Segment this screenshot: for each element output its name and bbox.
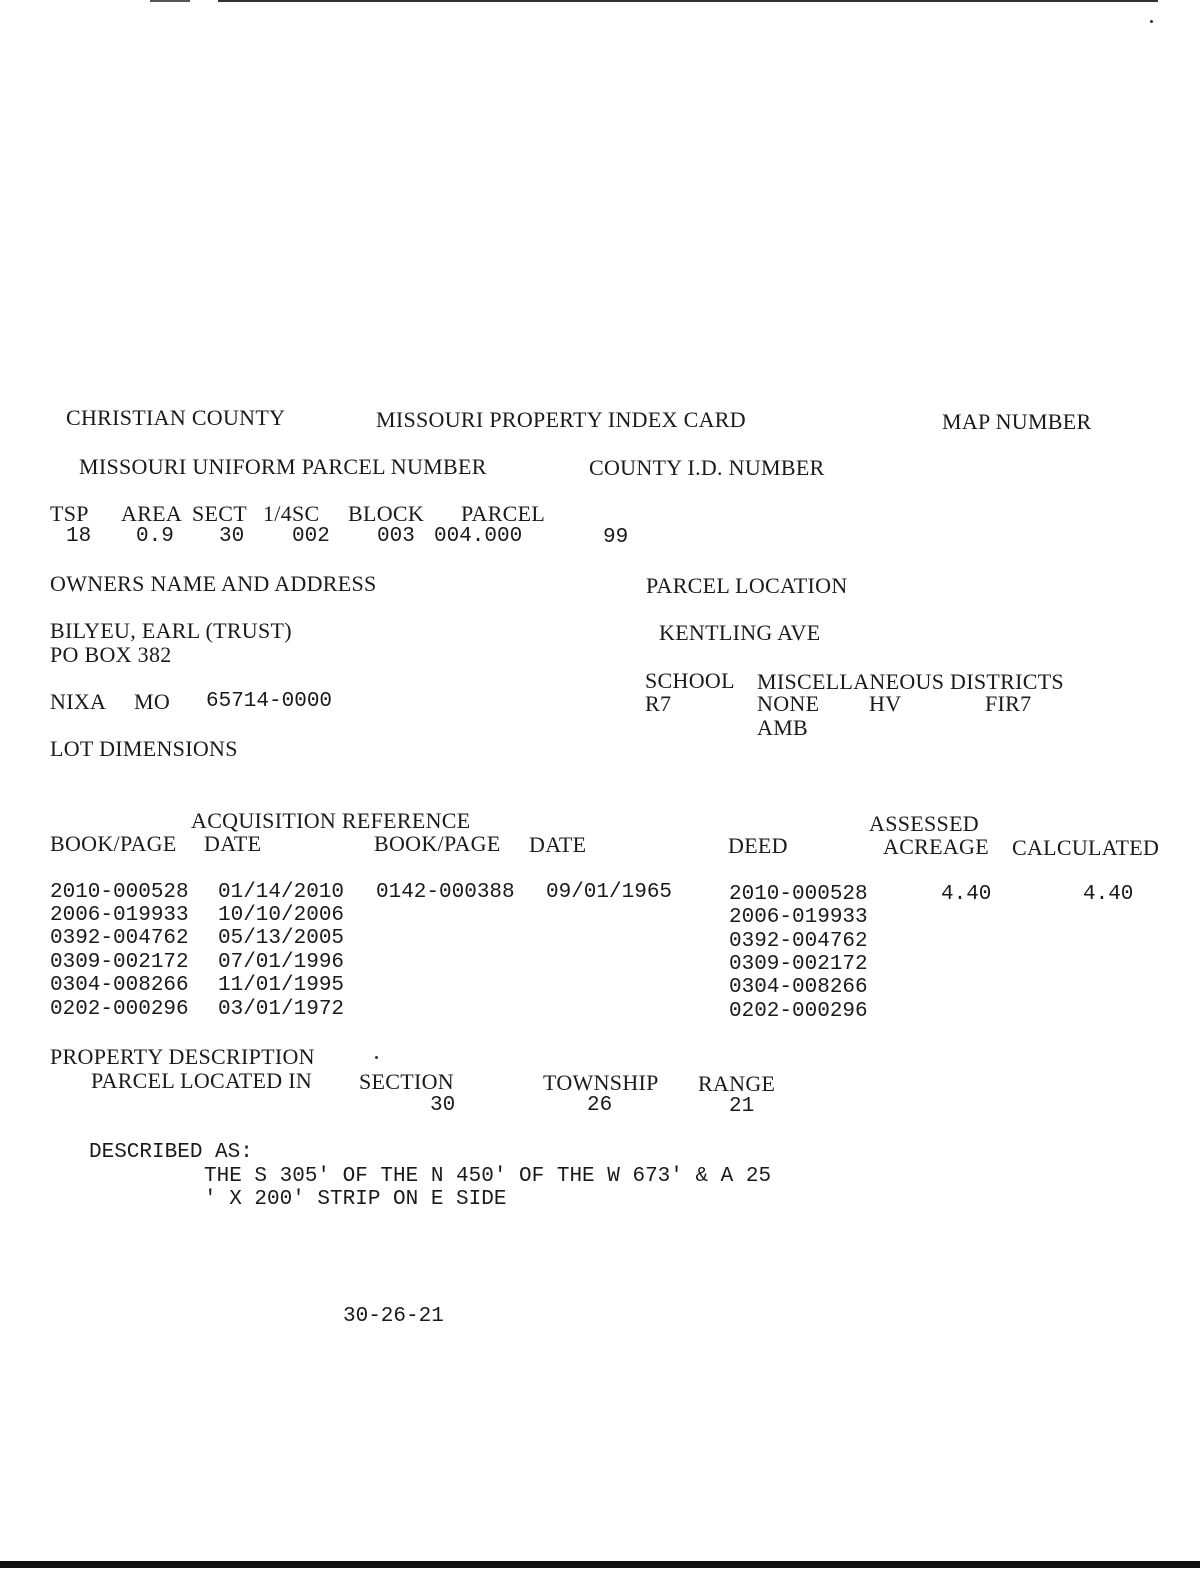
row-date: 07/01/1996 xyxy=(218,951,345,974)
section-value: 30 xyxy=(430,1094,456,1117)
col-book-page: BOOK/PAGE xyxy=(50,831,177,856)
legal-description-line: THE S 305' OF THE N 450' OF THE W 673' & A 25 xyxy=(204,1165,772,1188)
row-acreage: 4.40 xyxy=(941,883,992,906)
parcel-value: 004.000 xyxy=(434,525,523,548)
owner-label: OWNERS NAME AND ADDRESS xyxy=(50,571,377,596)
card-title: MISSOURI PROPERTY INDEX CARD xyxy=(376,407,746,432)
map-number-label: MAP NUMBER xyxy=(942,409,1092,434)
area-value: 0.9 xyxy=(136,525,174,548)
row-deed: 0202-000296 xyxy=(729,1000,868,1023)
col-acreage: ACREAGE xyxy=(883,834,989,859)
county-id-value: 99 xyxy=(603,526,629,549)
school-value: R7 xyxy=(645,691,672,716)
misc-district: NONE xyxy=(757,691,820,716)
misc-districts-label: MISCELLANEOUS DISTRICTS xyxy=(757,669,1064,694)
col-ref-book-page: BOOK/PAGE xyxy=(374,831,501,856)
township-value: 26 xyxy=(587,1094,613,1117)
parcel-location-label: PARCEL LOCATION xyxy=(646,573,848,598)
col-date: DATE xyxy=(204,831,262,856)
parcel-header: PARCEL xyxy=(461,501,546,526)
range-value: 21 xyxy=(729,1095,755,1118)
row-book-page: 0309-002172 xyxy=(50,951,189,974)
col-deed: DEED xyxy=(728,833,788,858)
parcel-located-in-label: PARCEL LOCATED IN xyxy=(91,1068,313,1093)
row-date: 05/13/2005 xyxy=(218,927,345,950)
school-label: SCHOOL xyxy=(645,668,735,693)
row-ref-date: 09/01/1965 xyxy=(546,881,673,904)
county-title: CHRISTIAN COUNTY xyxy=(66,405,286,430)
assessed-label: ASSESSED xyxy=(869,811,979,836)
area-header: AREA xyxy=(121,501,183,526)
tsp-value: 18 xyxy=(66,525,92,548)
row-date: 03/01/1972 xyxy=(218,998,345,1021)
quarter-section-value: 002 xyxy=(292,525,330,548)
row-deed: 0309-002172 xyxy=(729,953,868,976)
misc-district: AMB xyxy=(757,715,809,740)
row-deed: 0304-008266 xyxy=(729,976,868,999)
scan-edge-mark xyxy=(150,0,190,2)
described-as-label: DESCRIBED AS: xyxy=(89,1141,253,1164)
row-deed: 2010-000528 xyxy=(729,883,868,906)
block-value: 003 xyxy=(377,525,415,548)
scan-top-rule xyxy=(218,0,1158,2)
col-calculated: CALCULATED xyxy=(1012,835,1160,860)
block-header: BLOCK xyxy=(348,501,425,526)
scan-speck xyxy=(375,1056,378,1059)
misc-district: FIR7 xyxy=(985,691,1032,716)
scan-bottom-edge xyxy=(0,1561,1200,1568)
acquisition-reference-label: ACQUISITION REFERENCE xyxy=(191,808,471,833)
row-deed: 0392-004762 xyxy=(729,930,868,953)
row-book-page: 0304-008266 xyxy=(50,974,189,997)
row-date: 11/01/1995 xyxy=(218,974,345,997)
sect-value: 30 xyxy=(219,525,245,548)
owner-address: PO BOX 382 xyxy=(50,642,172,667)
range-label: RANGE xyxy=(698,1071,776,1096)
legal-description-line: ' X 200' STRIP ON E SIDE xyxy=(204,1188,507,1211)
property-description-label: PROPERTY DESCRIPTION xyxy=(50,1044,315,1069)
section-township-range-code: 30-26-21 xyxy=(343,1305,444,1328)
county-id-label: COUNTY I.D. NUMBER xyxy=(589,455,825,480)
parcel-street: KENTLING AVE xyxy=(659,620,821,645)
row-book-page: 0392-004762 xyxy=(50,927,189,950)
parcel-number-label: MISSOURI UNIFORM PARCEL NUMBER xyxy=(79,454,487,479)
quarter-section-header: 1/4SC xyxy=(263,501,320,526)
col-ref-date: DATE xyxy=(529,832,587,857)
owner-zip: 65714-0000 xyxy=(206,690,333,713)
sect-header: SECT xyxy=(192,501,247,526)
township-label: TOWNSHIP xyxy=(543,1070,659,1095)
lot-dimensions-label: LOT DIMENSIONS xyxy=(50,736,238,761)
tsp-header: TSP xyxy=(50,501,89,526)
row-calculated: 4.40 xyxy=(1083,883,1134,906)
scan-speck xyxy=(1150,20,1153,23)
owner-state: MO xyxy=(134,689,171,714)
row-date: 10/10/2006 xyxy=(218,904,345,927)
row-deed: 2006-019933 xyxy=(729,906,868,929)
row-book-page: 2010-000528 xyxy=(50,881,189,904)
owner-city: NIXA xyxy=(50,689,107,714)
row-book-page: 0202-000296 xyxy=(50,998,189,1021)
row-ref-book-page: 0142-000388 xyxy=(376,881,515,904)
row-date: 01/14/2010 xyxy=(218,881,345,904)
section-label: SECTION xyxy=(359,1069,454,1094)
owner-name: BILYEU, EARL (TRUST) xyxy=(50,618,292,643)
misc-district: HV xyxy=(869,691,902,716)
row-book-page: 2006-019933 xyxy=(50,904,189,927)
